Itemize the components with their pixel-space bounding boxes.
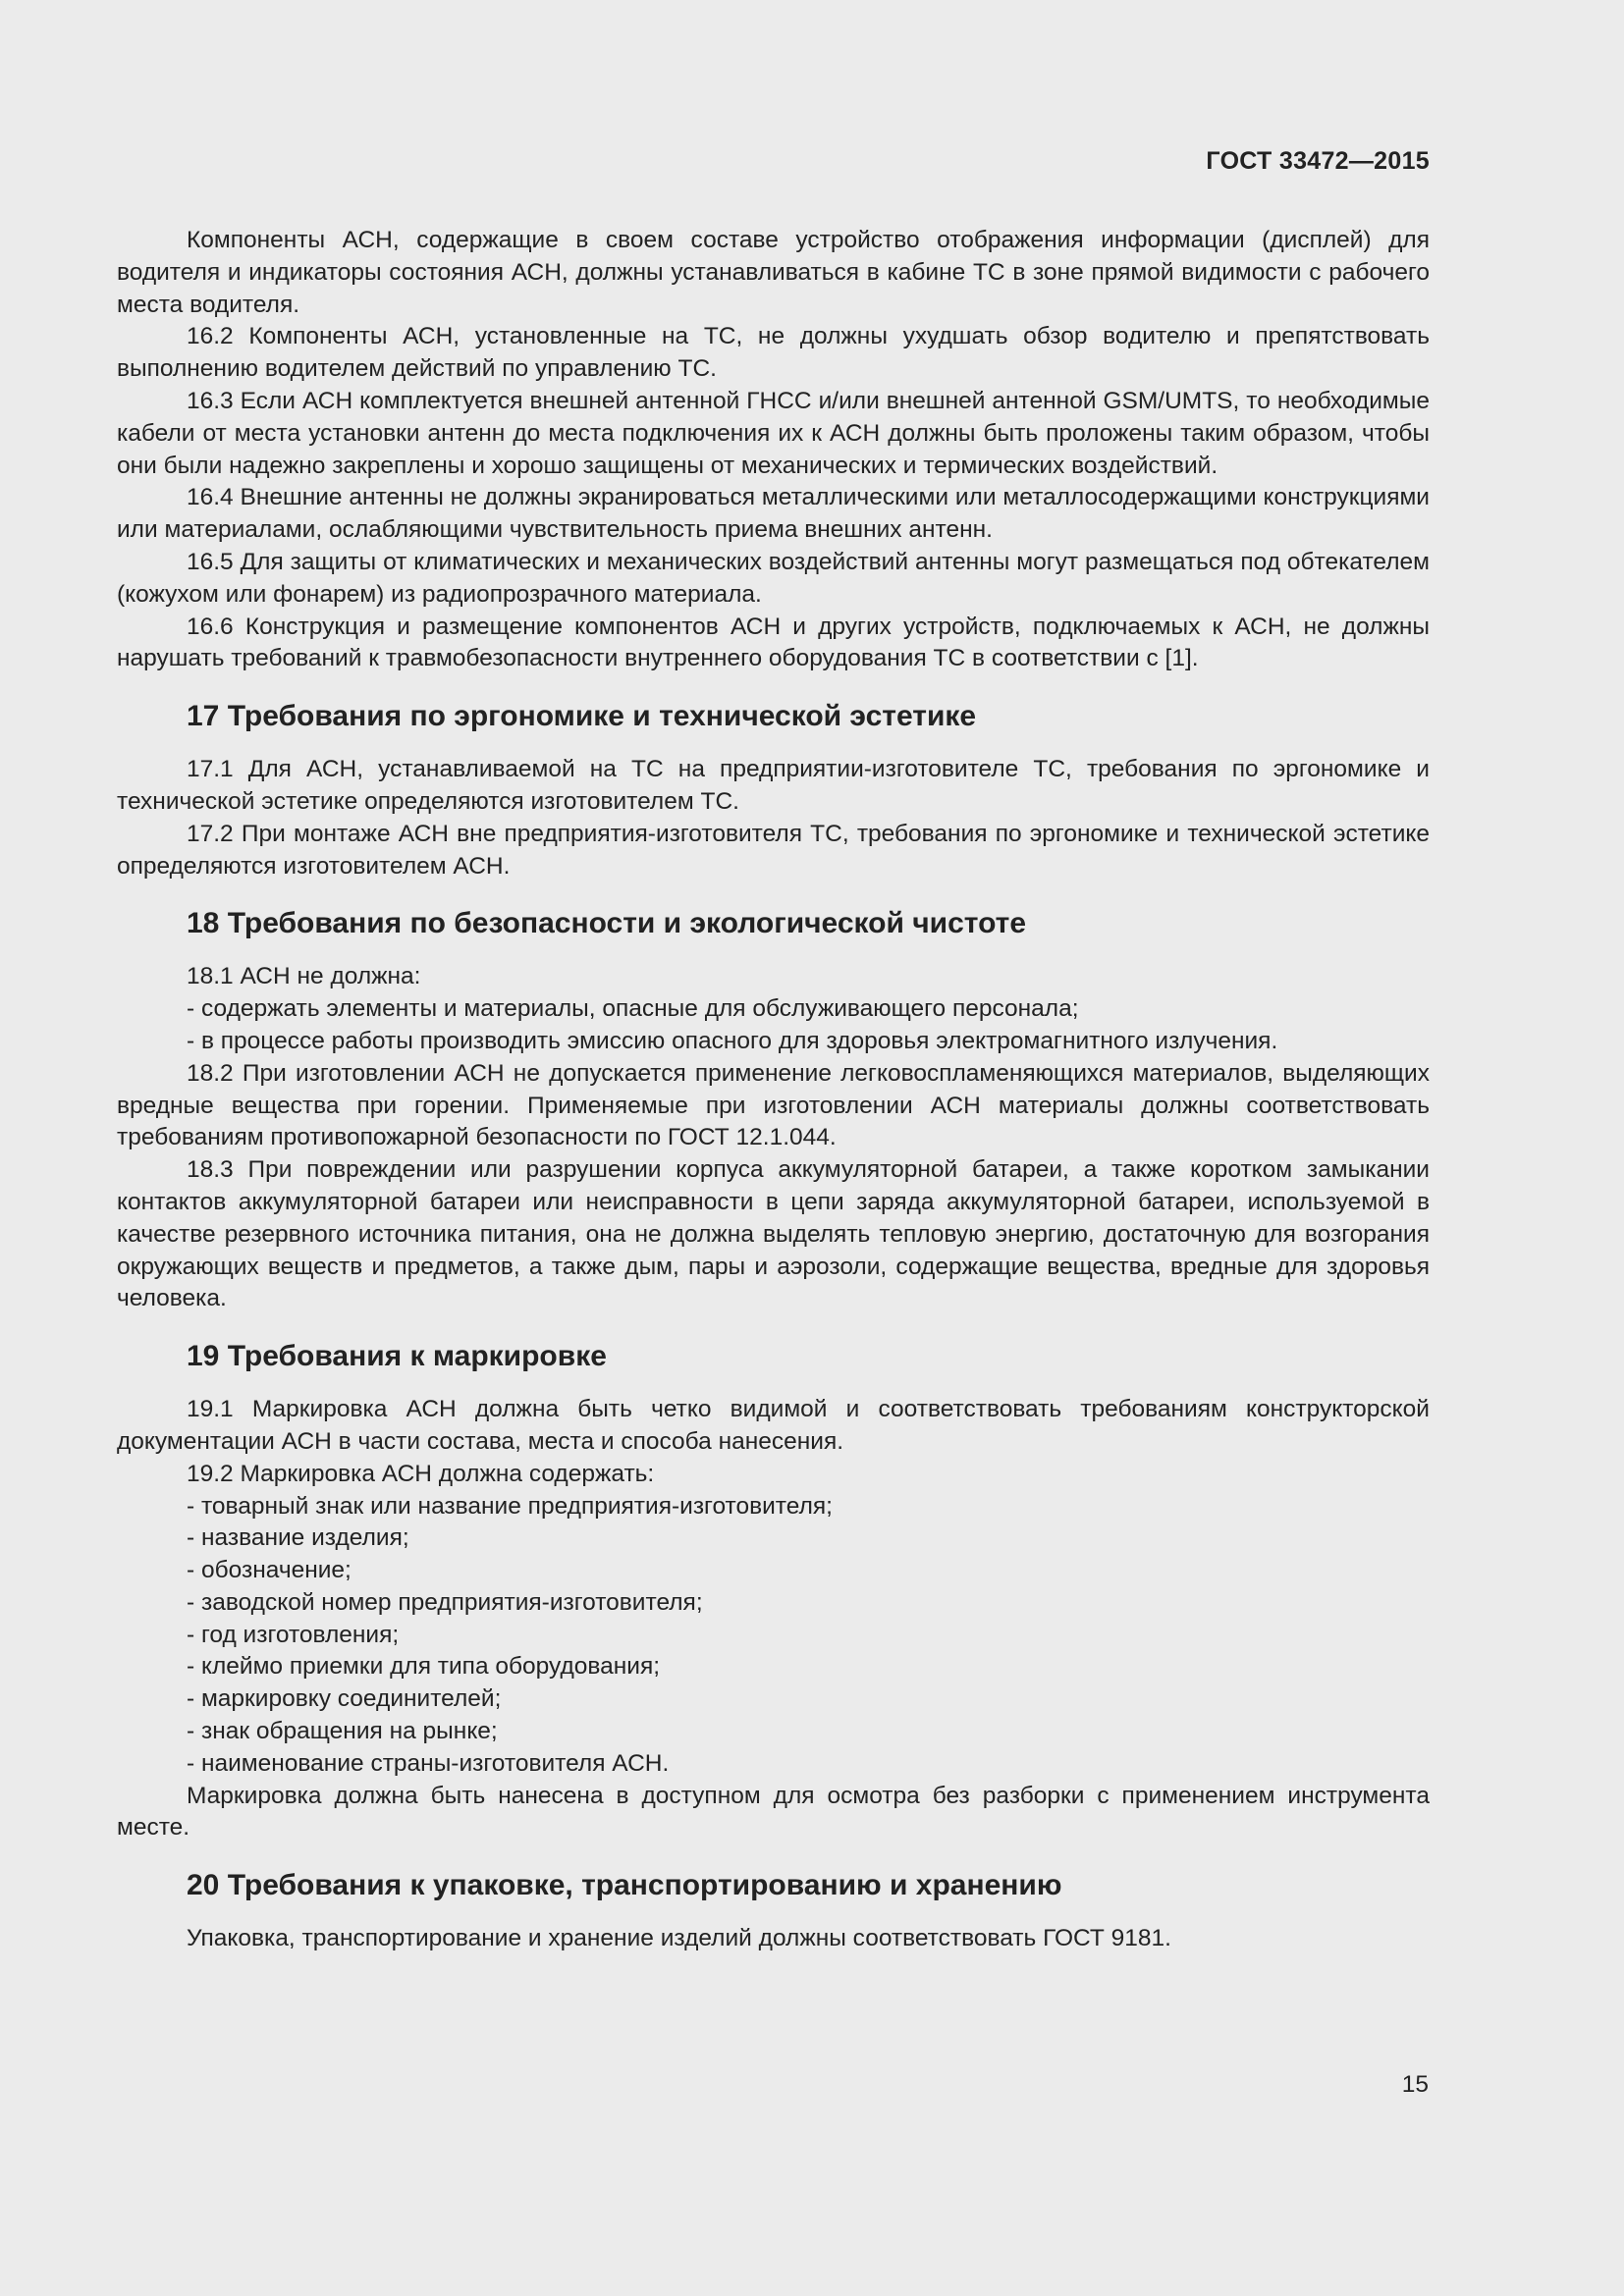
list-item: - обозначение; — [187, 1557, 352, 1584]
paragraph-19-2: 19.2 Маркировка АСН должна содержать: — [187, 1460, 655, 1487]
paragraph-17-2: 17.2 При монтаже АСН вне предприятия-изготовителя ТС, требования по эргономике и технической эстетике определяются изготовителем АСН. — [117, 820, 1430, 880]
paragraph-18-2: 18.2 При изготовлении АСН не допускается применение легковоспламеняющихся материалов, выделяющих вредные вещества при горении. Применяемые при изготовлении АСН материалы должны соответствовать требованиям противопожарной безопасности по ГОСТ 12.1.044. — [117, 1059, 1430, 1151]
paragraph-16-2: 16.2 Компоненты АСН, установленные на ТС, не должны ухудшать обзор водителю и препятствовать выполнению водителем действий по управлению ТС. — [117, 323, 1430, 383]
paragraph-16-3: 16.3 Если АСН комплектуется внешней антенной ГНСС и/или внешней антенной GSM/UMTS, то необходимые кабели от места установки антенн до места подключения их к АСН должны быть проложены таким образом, чтобы они были надежно закреплены и хорошо защищены от механических и термических воздействий. — [117, 387, 1430, 479]
section-heading-19: 19 Требования к маркировке — [187, 1340, 607, 1373]
list-item: - маркировку соединителей; — [187, 1685, 502, 1713]
document-header: ГОСТ 33472—2015 — [1206, 147, 1430, 175]
paragraph-19-1: 19.1 Маркировка АСН должна быть четко видимой и соответствовать требованиям конструкторской документации АСН в части состава, места и способа нанесения. — [117, 1396, 1430, 1455]
section-heading-17: 17 Требования по эргономике и технической эстетике — [187, 700, 977, 733]
paragraph-18-3: 18.3 При повреждении или разрушении корпуса аккумуляторной батареи, а также коротком замыкании контактов аккумуляторной батареи или неисправности в цепи заряда аккумуляторной батареи, используемой в качестве резервного источника питания, она не должна выделять тепловую энергию, достаточную для возгорания окружающих веществ и предметов, а также дым, пары и аэрозоли, содержащие вещества, вредные для здоровья человека. — [117, 1156, 1430, 1312]
list-item: - в процессе работы производить эмиссию опасного для здоровья электромагнитного излучения. — [187, 1027, 1278, 1054]
paragraph-intro: Компоненты АСН, содержащие в своем составе устройство отображения информации (дисплей) для водителя и индикаторы состояния АСН, должны устанавливаться в кабине ТС в зоне прямой видимости с рабочего места водителя. — [117, 227, 1430, 318]
document-body — [117, 225, 1430, 1955]
list-item: - название изделия; — [187, 1524, 409, 1552]
paragraph-19-end: Маркировка должна быть нанесена в доступном для осмотра без разборки с применением инструмента месте. — [117, 1782, 1430, 1842]
list-item: - заводской номер предприятия-изготовителя; — [187, 1588, 703, 1616]
paragraph-16-6: 16.6 Конструкция и размещение компонентов АСН и других устройств, подключаемых к АСН, не должны нарушать требований к травмобезопасности внутреннего оборудования ТС в соответствии с [1]. — [117, 613, 1430, 672]
page-number: 15 — [1401, 2071, 1429, 2098]
paragraph-18-1: 18.1 АСН не должна: — [187, 963, 421, 990]
list-item: - товарный знак или название предприятия-изготовителя; — [187, 1492, 833, 1520]
list-item: - знак обращения на рынке; — [187, 1718, 498, 1745]
paragraph-16-5: 16.5 Для защиты от климатических и механических воздействий антенны могут размещаться под обтекателем (кожухом или фонарем) из радиопрозрачного материала. — [117, 548, 1430, 608]
list-item: - наименование страны-изготовителя АСН. — [187, 1749, 670, 1777]
section-heading-18: 18 Требования по безопасности и экологической чистоте — [187, 907, 1027, 940]
paragraph-17-1: 17.1 Для АСН, устанавливаемой на ТС на предприятии-изготовителе ТС, требования по эргономике и технической эстетике определяются изготовителем ТС. — [117, 756, 1430, 815]
section-heading-20: 20 Требования к упаковке, транспортированию и хранению — [187, 1869, 1062, 1902]
list-item: - содержать элементы и материалы, опасные для обслуживающего персонала; — [187, 995, 1079, 1023]
list-item: - клеймо приемки для типа оборудования; — [187, 1653, 661, 1681]
paragraph-20: Упаковка, транспортирование и хранение изделий должны соответствовать ГОСТ 9181. — [187, 1925, 1171, 1952]
list-item: - год изготовления; — [187, 1621, 400, 1648]
paragraph-16-4: 16.4 Внешние антенны не должны экранироваться металлическими или металлосодержащими конструкциями или материалами, ослабляющими чувствительность приема внешних антенн. — [117, 484, 1430, 544]
